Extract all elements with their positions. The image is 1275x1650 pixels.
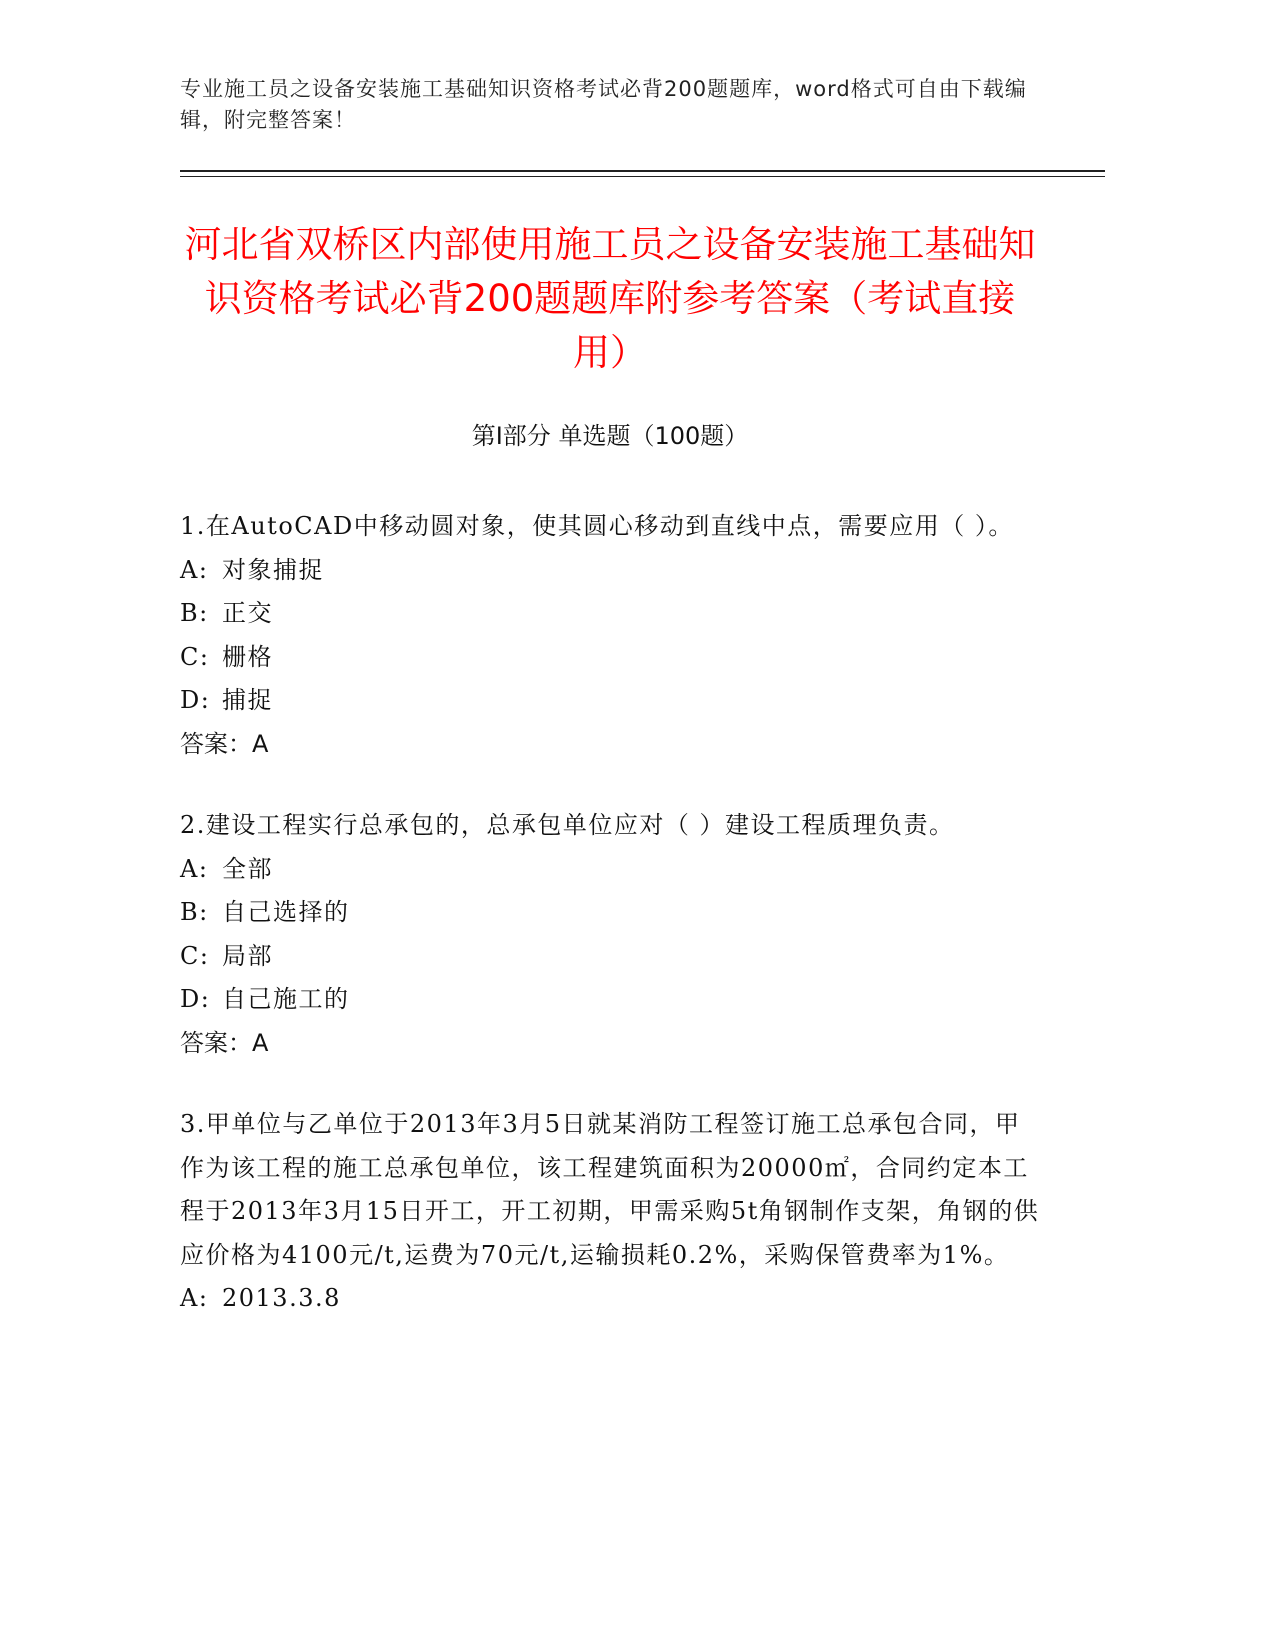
option-text: 对象捕捉 (222, 555, 324, 584)
option-list (180, 848, 1040, 1022)
option-letter: A: (180, 555, 209, 584)
question-stem: 2.建设工程实行总承包的，总承包单位应对（ ）建设工程质理负责。 (180, 811, 955, 839)
option-a (180, 1277, 1040, 1321)
header-divider-thin (180, 176, 1105, 177)
header-note: 专业施工员之设备安装施工基础知识资格考试必背200题题库，word格式可自由下载编辑，附完整答案！ (180, 77, 1027, 132)
option-text: 2013.3.8 (222, 1284, 341, 1312)
option-list (180, 1277, 1040, 1321)
option-letter: A: (180, 1284, 209, 1312)
question-stem: 3.甲单位与乙单位于2013年3月5日就某消防工程签订施工总承包合同，甲作为该工程的施工总承包单位，该工程建筑面积为20000㎡，合同约定本工程于2013年3月15日开工，开工初期，甲需采购5t角钢制作支架，角钢的供应价格为4100元/t,运费为70元/t,运输损耗0.2%，采购保管费率为1%。 (180, 1110, 1040, 1269)
question-1 (180, 505, 1040, 766)
option-letter: D: (180, 985, 211, 1013)
answer-line: 答案：A (180, 1028, 269, 1057)
option-letter: A: (180, 854, 209, 883)
option-text: 自己施工的 (222, 985, 350, 1013)
option-b (180, 891, 1040, 935)
option-text: 自己选择的 (222, 898, 350, 926)
answer-line: 答案：A (180, 729, 269, 758)
document-title: 河北省双桥区内部使用施工员之设备安装施工基础知识资格考试必背200题题库附参考答案（考试直接用） (184, 223, 1036, 374)
option-a (180, 848, 1040, 892)
option-letter: C: (180, 642, 210, 671)
option-d (180, 978, 1040, 1022)
question-stem: 1.在AutoCAD中移动圆对象，使其圆心移动到直线中点，需要应用（ ）。 (180, 512, 1014, 540)
option-text: 捕捉 (222, 686, 273, 714)
option-text: 全部 (222, 854, 273, 883)
option-list (180, 549, 1040, 723)
option-a (180, 549, 1040, 593)
header-divider-thick (180, 170, 1105, 172)
question-list (180, 505, 1040, 1359)
option-letter: B: (180, 599, 209, 627)
option-text: 局部 (222, 941, 273, 970)
question-3 (180, 1103, 1040, 1321)
option-d (180, 679, 1040, 723)
option-c (180, 636, 1040, 680)
option-text: 正交 (222, 599, 273, 627)
option-letter: B: (180, 898, 209, 926)
question-2 (180, 804, 1040, 1065)
option-text: 栅格 (222, 642, 273, 671)
option-b (180, 592, 1040, 636)
option-letter: C: (180, 941, 210, 970)
option-letter: D: (180, 686, 211, 714)
option-c (180, 935, 1040, 979)
section-title: 第I部分 单选题（100题） (471, 422, 749, 450)
